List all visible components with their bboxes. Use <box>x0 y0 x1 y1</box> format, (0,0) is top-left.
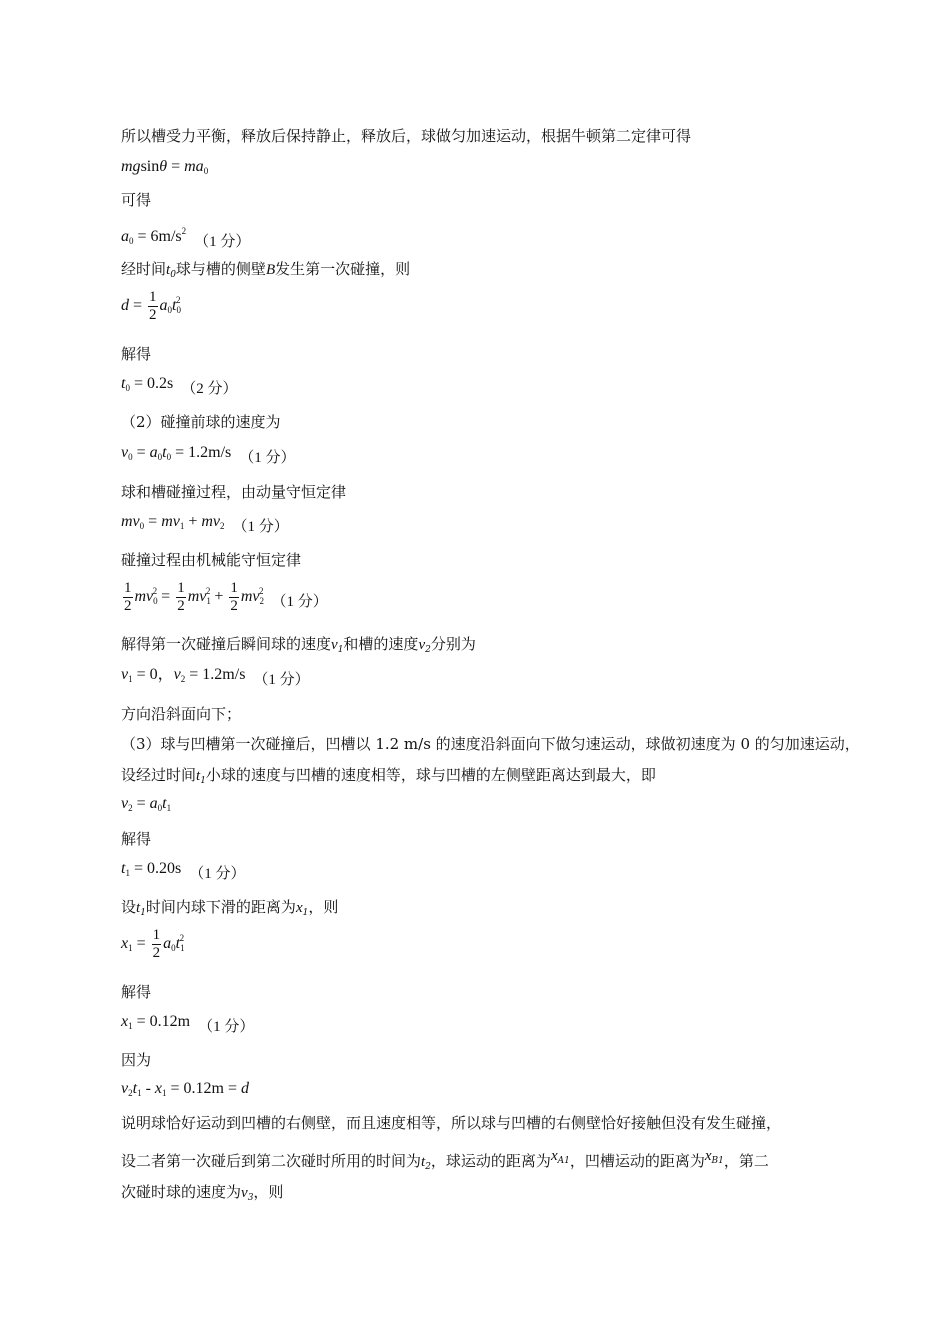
paragraph-text: 分别为 <box>430 635 476 653</box>
score-label: （1 分） <box>232 519 289 535</box>
paragraph-text: ，则 <box>253 1183 284 1201</box>
paragraph-text: ，凹槽运动的距离为 <box>569 1152 705 1170</box>
paragraph-text: 球与槽的侧壁 <box>175 260 266 278</box>
paragraph-text: 可得 <box>121 191 152 209</box>
paragraph-text: 发生第一次碰撞，则 <box>275 260 411 278</box>
score-label: （1 分） <box>198 1019 255 1035</box>
t1-value: 0.20s <box>146 860 182 877</box>
paragraph-text: 说明球恰好运动到凹槽的右侧壁，而且速度相等，所以球与凹槽的右侧壁恰好接触但没有发生碰撞， <box>121 1114 782 1132</box>
paragraph-text: 解得第一次碰撞后瞬间球的速度 <box>121 635 332 653</box>
equation-check: $v_2t_1 - x_1 = 0.12m = d$ <box>121 1080 250 1098</box>
paragraph-text: ，第二 <box>723 1152 769 1170</box>
text-line <box>121 190 151 210</box>
text-line <box>121 344 151 364</box>
score-label: （1 分） <box>194 234 251 250</box>
score-label: （1 分） <box>189 866 246 882</box>
text-line <box>121 982 151 1002</box>
v2-value: 1.2m/s <box>202 666 246 683</box>
text-line <box>121 550 301 570</box>
score-label: （1 分） <box>271 594 328 611</box>
text-line: 经时间$t_0$球与槽的侧壁B发生第一次碰撞，则 <box>121 260 411 280</box>
text-line <box>121 829 151 849</box>
paragraph-text: ，则 <box>308 898 339 916</box>
difference-value: 0.12m <box>183 1080 224 1097</box>
v1-value: 0 <box>149 666 158 683</box>
paragraph-text: 小球的速度与凹槽的速度相等，球与凹槽的左侧壁距离达到最大，即 <box>205 766 656 784</box>
equation-t0: $t_0 = 0.2s$ （2 分） <box>121 375 238 397</box>
x1-value: 0.12m <box>149 1013 191 1030</box>
paragraph-text: 解得 <box>121 345 152 363</box>
equation-energy: $\frac{1}{2}$ $mv_0^2$ = $\frac{1}{2}$ $mv_1^2$ + $\frac{1}{2}$ $mv_2^2(1$ 分） <box>124 580 328 614</box>
paragraph-text: ，球运动的距离为 <box>430 1152 551 1170</box>
paragraph-text: 设二者第一次碰后到第二次碰时所用的时间为 <box>121 1152 422 1170</box>
equation-v0: $v_0 = a_0t_0 = 1.2m/s$ （1 分） <box>121 444 296 466</box>
score-label: （2 分） <box>181 381 238 397</box>
paragraph-text: 所以槽受力平衡，释放后保持静止，释放后，球做匀加速运动，根据牛顿第二定律可得 <box>121 127 692 145</box>
v0-value: 1.2m/s <box>188 444 232 461</box>
text-line <box>121 412 281 432</box>
text-line <box>121 1050 151 1070</box>
text-paragraph: （3）球与凹槽第一次碰撞后，凹槽以 1.2 m/s 的速度沿斜面向下做匀速运动，球做初速度为 0 的匀加速运动，设经过时间$t_1$小球的速度与凹槽的速度相等，球与凹槽的左侧壁距离达到最大，即 <box>121 735 860 786</box>
text-line: 解得第一次碰撞后瞬间球的速度$v_1$和槽的速度$v_2$分别为 <box>121 635 476 655</box>
equation-x1-value: $x_1 = 0.12m$ （1 分） <box>121 1013 255 1035</box>
paragraph-text: 方向沿斜面向下； <box>121 705 242 723</box>
equation-newton: $mgsin\theta = ma_0$ <box>121 158 209 176</box>
text-line: 设$t_1$时间内球下滑的距离为$x_1$，则 <box>121 898 339 918</box>
equation-v1-v2: $v_1 = 0$，$v_2 = 1.2m/s$ （1 分） <box>121 666 310 688</box>
text-line: 次碰时球的速度为$v_3$，则 <box>121 1183 284 1203</box>
text-line <box>121 482 346 502</box>
paragraph-text: 设 <box>121 898 137 916</box>
paragraph-text: （2）碰撞前球的速度为 <box>121 413 281 431</box>
t0-value: 0.2s <box>146 375 174 392</box>
score-label: （1 分） <box>239 450 296 466</box>
score-label: （1 分） <box>253 672 310 688</box>
a0-value: 6m/s <box>150 228 182 245</box>
paragraph-text: 解得 <box>121 830 152 848</box>
text-line <box>121 1113 781 1133</box>
paragraph-text: 经时间 <box>121 260 167 278</box>
equation-t1: $t_1 = 0.20s$ （1 分） <box>121 860 246 882</box>
equation-momentum: $mv_0 = mv_1 + mv_2$ （1 分） <box>121 513 289 535</box>
text-line: 设二者第一次碰后到第二次碰时所用的时间为$t_2$，球运动的距离为$x^{A1}$，凹槽运动的距离为$x^{B1}$，第二 <box>121 1148 769 1172</box>
paragraph-text: （3）球与凹槽第一次碰撞后，凹槽以 1.2 m/s 的速度沿斜面向下做匀速运动，球做初速度为 0 的匀加速运动，设经过时间 <box>121 735 860 784</box>
paragraph-text: 因为 <box>121 1051 152 1069</box>
paragraph-text: 时间内球下滑的距离为 <box>145 898 296 916</box>
equation-distance: d = $\frac{1}{2}$ $a_0t_0^2$ <box>121 289 181 323</box>
paragraph-text: 和槽的速度 <box>343 635 419 653</box>
paragraph-text: 碰撞过程由机械能守恒定律 <box>121 551 302 569</box>
equation-v2-a0t1: $v_2 = a_0t_1$ <box>121 795 172 813</box>
paragraph-text: 次碰时球的速度为 <box>121 1183 242 1201</box>
text-line <box>121 704 241 724</box>
paragraph-text: 球和槽碰撞过程，由动量守恒定律 <box>121 483 347 501</box>
equation-a0: $a_0 = 6m/s^2(1$ 分） <box>121 226 251 250</box>
paragraph-text: 解得 <box>121 983 152 1001</box>
text-line <box>121 126 691 146</box>
equation-x1: $x_1$ = $\frac{1}{2}$ $a_0t_1^2$ <box>121 927 185 961</box>
